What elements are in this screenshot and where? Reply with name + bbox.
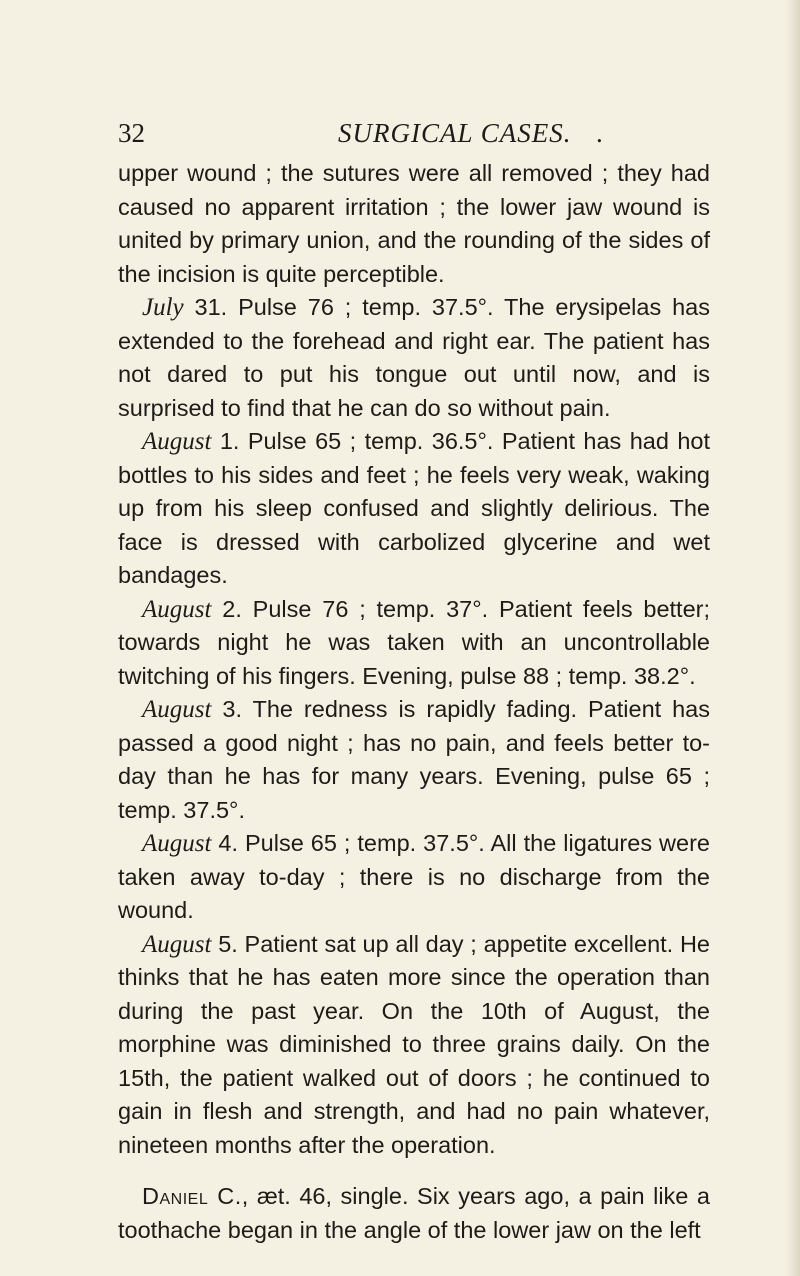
case-daniel-c <box>118 1180 710 1247</box>
entry-text: 2. Pulse 76 ; temp. 37°. Patient feels better; towards night he was taken with an uncontrollable twitching of his fingers. Evening, pulse 88 ; temp. 38.2°. <box>118 595 710 689</box>
case-text: , æt. 46, single. Six years ago, a pain like a toothache began in the angle of the lower jaw on the left <box>118 1183 710 1243</box>
body-text <box>118 157 710 1247</box>
entry-text: 5. Patient sat up all day ; appetite excellent. He thinks that he has eaten more since the operation than during the past year. On the 10th of August, the morphine was diminished to three grains daily. On the 15th, the patient walked out of doors ; he continued to gain in flesh and strength, and had no pain whatever, nineteen months after the operation. <box>118 930 710 1158</box>
entry-text: 1. Pulse 65 ; temp. 36.5°. Patient has had hot bottles to his sides and feet ; he feels very weak, waking up from his sleep confused and slightly delirious. The face is dressed with carbolized glycerine and wet bandages. <box>118 428 710 588</box>
entry-august-4 <box>118 827 710 928</box>
entry-text: 31. Pulse 76 ; temp. 37.5°. The erysipelas has extended to the forehead and right ear. The patient has not dared to put his tongue out until now, and is surprised to find that he can do so without pain. <box>118 294 710 421</box>
entry-date: August <box>142 428 212 455</box>
entry-august-3 <box>118 693 710 827</box>
entry-august-5 <box>118 928 710 1163</box>
paragraph-continuation: upper wound ; the sutures were all removed ; they had caused no apparent irritation ; the lower jaw wound is united by primary union, and the rounding of the sides of the incision is quite perceptible. <box>118 160 710 287</box>
page-number: 32 <box>118 118 145 148</box>
entry-date: July <box>142 294 184 321</box>
running-title: SURGICAL CASES. <box>338 118 572 148</box>
entry-date: August <box>142 696 212 723</box>
entry-july-31 <box>118 291 710 425</box>
patient-name: Daniel C. <box>142 1183 242 1209</box>
page-edge-shadow <box>786 0 800 1276</box>
stray-mark: . <box>596 118 603 148</box>
entry-date: August <box>142 930 212 958</box>
entry-august-2 <box>118 593 710 694</box>
entry-text: 4. Pulse 65 ; temp. 37.5°. All the ligatures were taken away to-day ; there is no discharge from the wound. <box>118 830 710 923</box>
entry-date: August <box>142 830 212 857</box>
entry-august-1 <box>118 425 710 593</box>
entry-date: August <box>142 595 212 623</box>
running-head <box>118 116 718 150</box>
entry-text: 3. The redness is rapidly fading. Patient has passed a good night ; has no pain, and feels better to-day than he has for many years. Evening, pulse 65 ; temp. 37.5°. <box>118 696 710 823</box>
